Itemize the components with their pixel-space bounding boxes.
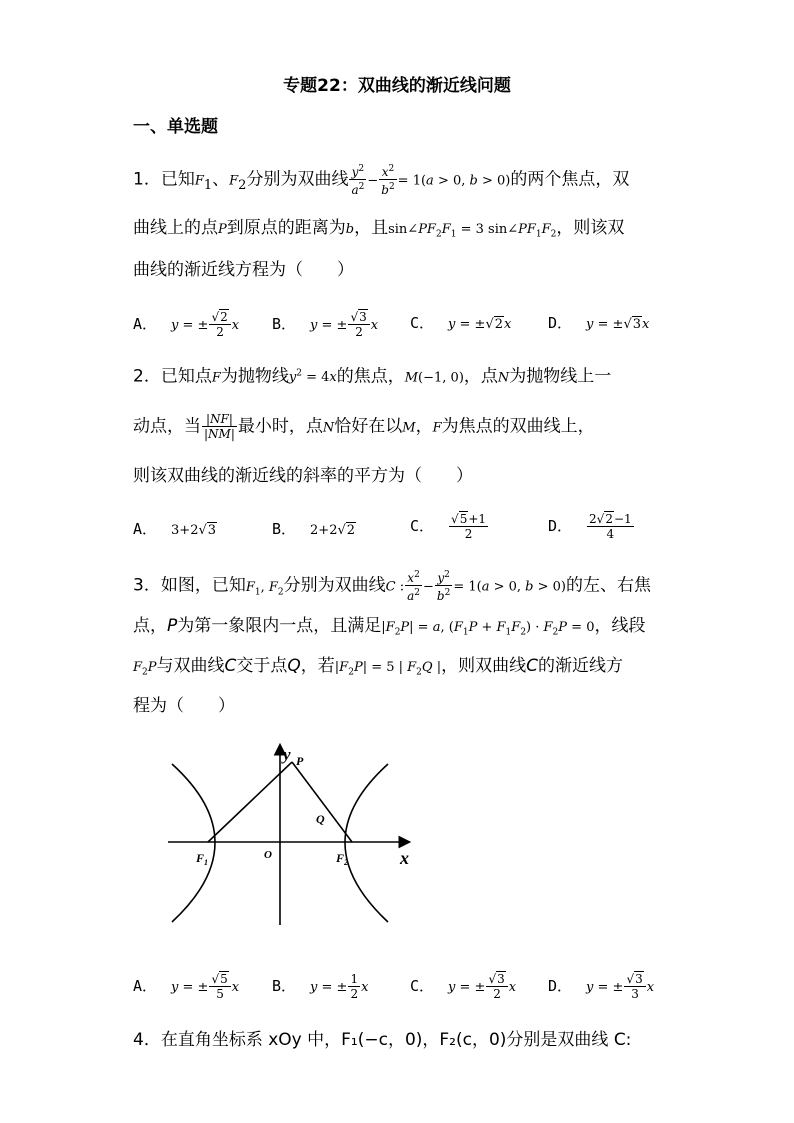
q2-option-c: C． $\frac{√5+1}{2}$ <box>410 512 487 541</box>
left-branch <box>172 764 215 922</box>
label-o: O <box>264 849 272 861</box>
page-title: 专题22：双曲线的渐近线问题 <box>283 76 511 96</box>
q3-option-d: D． y = ± $\frac{√3}{3}$ x <box>548 972 655 1001</box>
q1-line1: 1．已知$F_1$、$F_2$分别为双曲线 $\frac{y^2}{a^2}$ − $\frac{x^2}{b^2}$ = 1(a > 0, b > 0)的两个焦点，双 <box>133 164 630 197</box>
q2-line3: 则该双曲线的渐近线的斜率的平方为（ ） <box>133 466 473 486</box>
q2-line2: 动点，当 $\frac{|NF|}{|NM|}$ 最小时，点N恰好在以M，F为焦点的双曲线上， <box>133 412 595 441</box>
segment-pf2 <box>292 762 352 842</box>
q1-option-d: D． y = ±√3x <box>548 314 650 332</box>
q3-option-c: C． y = ± $\frac{√3}{2}$ x <box>410 972 517 1001</box>
q3-option-a: A． y = ± $\frac{√5}{5}$ x <box>133 972 240 1001</box>
right-branch <box>345 764 388 922</box>
label-f1-sub: 1 <box>204 858 209 867</box>
q1-option-c: C． y = ±√2x <box>410 314 512 332</box>
section-heading: 一、单选题 <box>133 117 218 137</box>
q3-line1: 3．如图，已知$F_1$, $F_2$分别为双曲线C : $\frac{x^2}{a^2}$ − $\frac{y^2}{b^2}$ = 1(a > 0, b > 0)的左、右焦 <box>133 570 651 603</box>
q2-line1: 2．已知点F为抛物线$y^2 = 4x$的焦点，M(−1, 0)，点N为抛物线上一 <box>133 366 612 387</box>
label-f2-sub: 2 <box>344 858 349 867</box>
label-f2: F <box>336 851 345 865</box>
q2-option-b: B． 2+2√2 <box>272 520 356 538</box>
hyperbola-figure <box>162 740 420 930</box>
q1-line3: 曲线的渐近线方程为（ ） <box>133 260 354 280</box>
q1-option-b: B． y = ± $\frac{√3}{2}$ x <box>272 310 379 339</box>
q3-line3: $F_2P$与双曲线C交于点Q，若$|F_2P| = 5$ | $F_2Q$ |，则双曲线C的渐近线方 <box>133 656 623 678</box>
label-p: P <box>296 754 304 768</box>
label-f1: F <box>196 851 205 865</box>
q2-option-d: D． $\frac{2√2-1}{4}$ <box>548 512 632 541</box>
label-x: x <box>400 848 409 868</box>
q3-line2: 点，P为第一象限内一点，且满足$|F_2P| = a$, $(F_1P + F_1F_2) \cdot F_2P = 0$，线段 <box>133 616 646 638</box>
q3-option-b: B． y = ± $\frac{1}{2}$ x <box>272 972 369 1001</box>
label-q: Q <box>316 812 325 826</box>
q3-line4: 程为（ ） <box>133 696 235 716</box>
q4-line1: 4．在直角坐标系 xOy 中，F₁(−c，0)，F₂(c，0)分别是双曲线 C: <box>133 1030 632 1050</box>
q1-line2: 曲线上的点P到原点的距离为b，且$\sin\angle PF_2F_1 = 3$ $\sin\angle PF_1F_2$，则该双 <box>133 218 625 240</box>
label-y: y <box>283 745 291 764</box>
q2-option-a: A． 3+2√3 <box>133 520 217 538</box>
q1-option-a: A． y = ± $\frac{√2}{2}$ x <box>133 310 240 339</box>
svg-text:F1 <box>195 851 208 867</box>
